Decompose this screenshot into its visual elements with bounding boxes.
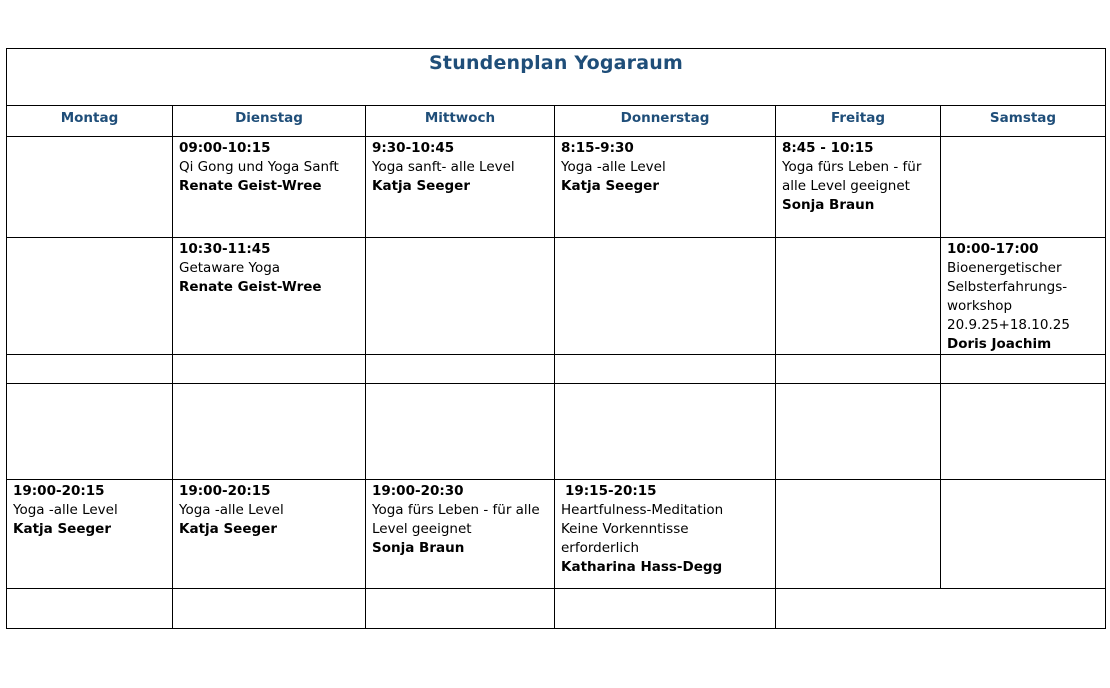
class-teacher: Renate Geist-Wree: [179, 279, 322, 295]
cell-mittwoch-4: [366, 384, 555, 480]
title-cell: [7, 49, 1106, 106]
class-description: Keine Vorkenntisse erforderlich: [561, 521, 689, 556]
day-label-donnerstag: Donnerstag: [620, 110, 710, 126]
class-teacher: Katja Seeger: [372, 178, 470, 194]
cell-freitag-4: [776, 384, 941, 480]
class-teacher: Sonja Braun: [372, 540, 465, 556]
class-teacher: Renate Geist-Wree: [179, 178, 322, 194]
cell-samstag-4: [941, 384, 1106, 480]
cell-dienstag-1: [173, 137, 366, 238]
header-donnerstag: [555, 106, 776, 137]
page-title: Stundenplan Yogaraum: [429, 52, 683, 74]
cell-dienstag-5: [173, 480, 366, 589]
cell-samstag-2: [941, 238, 1106, 355]
cell-montag-5: [7, 480, 173, 589]
header-mittwoch: [366, 106, 555, 137]
cell-dienstag-3: [173, 355, 366, 384]
class-description: Yoga -alle Level: [13, 502, 118, 518]
class-time: 19:15-20:15: [565, 483, 657, 499]
header-montag: [7, 106, 173, 137]
header-dienstag: [173, 106, 366, 137]
class-description: Bioenergetischer: [947, 260, 1062, 276]
class-teacher: Sonja Braun: [782, 197, 875, 213]
class-dates: 20.9.25+18.10.25: [947, 317, 1070, 333]
cell-donnerstag-4: [555, 384, 776, 480]
header-freitag: [776, 106, 941, 137]
cell-freitag-2: [776, 238, 941, 355]
class-description: Selbsterfahrungs-: [947, 279, 1068, 295]
cell-samstag-3: [941, 355, 1106, 384]
cell-donnerstag-2: [555, 238, 776, 355]
cell-montag-6: [7, 589, 173, 629]
schedule-row-2: [7, 238, 1106, 355]
cell-dienstag-4: [173, 384, 366, 480]
day-label-mittwoch: Mittwoch: [424, 110, 496, 126]
day-label-samstag: Samstag: [989, 110, 1057, 126]
class-description: Yoga -alle Level: [179, 502, 284, 518]
cell-donnerstag-3: [555, 355, 776, 384]
class-teacher: Katja Seeger: [179, 521, 277, 537]
class-description: Getaware Yoga: [179, 260, 281, 276]
cell-donnerstag-5: [555, 480, 776, 589]
cell-montag-1: [7, 137, 173, 238]
class-description: Heartfulness-Meditation: [561, 502, 724, 518]
schedule-row-4: [7, 384, 1106, 480]
cell-mittwoch-2: [366, 238, 555, 355]
cell-donnerstag-1: [555, 137, 776, 238]
cell-donnerstag-6: [555, 589, 776, 629]
schedule-table: [6, 48, 1106, 629]
class-description: Yoga -alle Level: [561, 159, 666, 175]
class-description: Qi Gong und Yoga Sanft: [179, 159, 339, 175]
cell-samstag-5: [941, 480, 1106, 589]
cell-freitag-5: [776, 480, 941, 589]
day-label-dienstag: Dienstag: [235, 110, 303, 126]
class-description: Yoga fürs Leben - für alle Level geeignet: [372, 502, 540, 537]
class-time: 19:00-20:15: [179, 483, 271, 499]
class-time: 8:45 - 10:15: [782, 140, 874, 156]
schedule-row-3: [7, 355, 1106, 384]
class-description: Yoga sanft- alle Level: [372, 159, 515, 175]
day-label-montag: Montag: [60, 110, 119, 126]
cell-mittwoch-5: [366, 480, 555, 589]
day-label-freitag: Freitag: [830, 110, 886, 126]
cell-montag-2: [7, 238, 173, 355]
class-time: 19:00-20:30: [372, 483, 464, 499]
class-description: workshop: [947, 298, 1013, 314]
schedule-row-6: [7, 589, 1106, 629]
cell-mittwoch-1: [366, 137, 555, 238]
schedule-row-5: [7, 480, 1106, 589]
schedule-row-1: [7, 137, 1106, 238]
cell-freitag-1: [776, 137, 941, 238]
cell-mittwoch-6: [366, 589, 555, 629]
class-time: 19:00-20:15: [13, 483, 105, 499]
cell-dienstag-2: [173, 238, 366, 355]
cell-freitag-samstag-6: [776, 589, 1106, 629]
class-teacher: Katharina Hass-Degg: [561, 559, 723, 575]
header-samstag: [941, 106, 1106, 137]
class-teacher: Doris Joachim: [947, 336, 1052, 352]
class-time: 09:00-10:15: [179, 140, 271, 156]
class-time: 10:30-11:45: [179, 241, 271, 257]
cell-freitag-3: [776, 355, 941, 384]
class-time: 9:30-10:45: [372, 140, 455, 156]
cell-dienstag-6: [173, 589, 366, 629]
cell-montag-4: [7, 384, 173, 480]
cell-montag-3: [7, 355, 173, 384]
class-teacher: Katja Seeger: [13, 521, 111, 537]
day-header-row: [7, 106, 1106, 137]
cell-mittwoch-3: [366, 355, 555, 384]
class-time: 10:00-17:00: [947, 241, 1039, 257]
cell-samstag-1: [941, 137, 1106, 238]
class-description: Yoga fürs Leben - für alle Level geeignet: [782, 159, 922, 194]
class-teacher: Katja Seeger: [561, 178, 659, 194]
class-time: 8:15-9:30: [561, 140, 634, 156]
